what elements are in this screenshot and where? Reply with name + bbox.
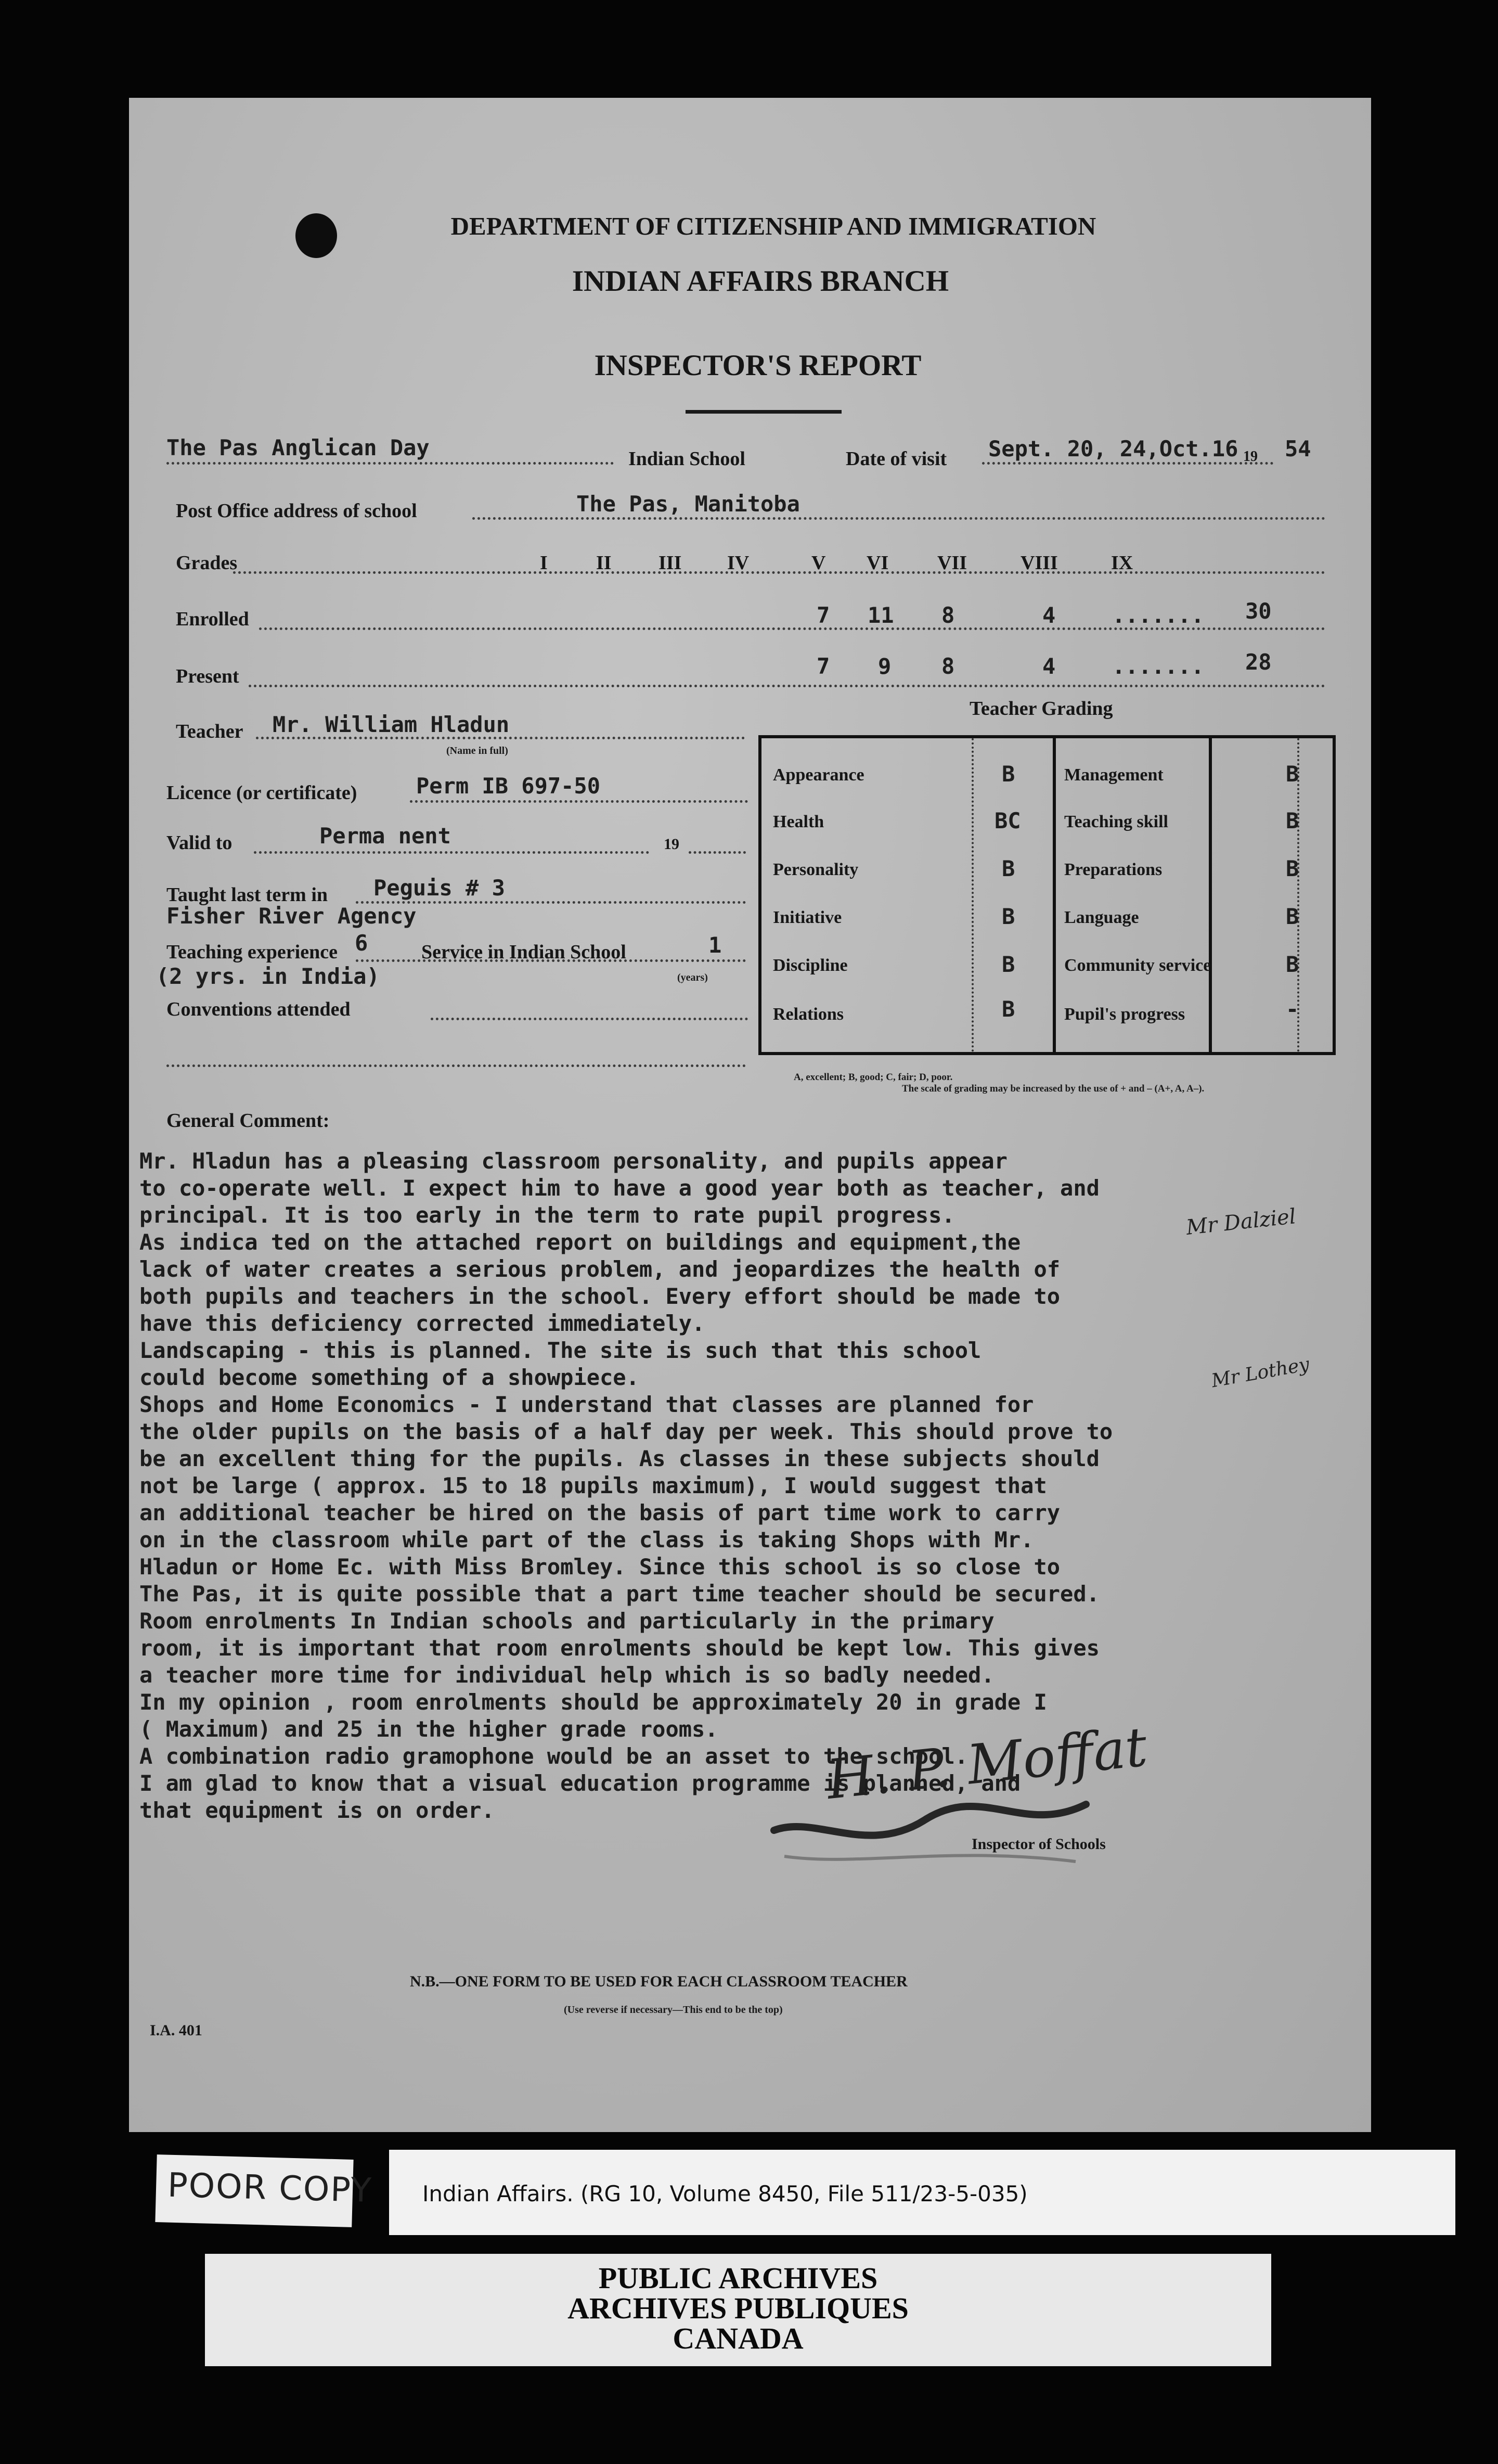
grading-label: Discipline bbox=[773, 956, 848, 975]
poor-copy-text: POOR COPY bbox=[167, 2166, 373, 2210]
year-prefix: 19 bbox=[1243, 448, 1258, 465]
inspector-signature: H. P. Moffat bbox=[823, 1715, 1151, 1812]
comment-line: the older pupils on the basis of a half day per week. This should prove to bbox=[139, 1419, 1113, 1444]
grading-label: Preparations bbox=[1064, 860, 1163, 879]
enrolled-label: Enrolled bbox=[176, 608, 249, 630]
enrolled-count: 7 bbox=[817, 602, 830, 628]
grading-value: B bbox=[1002, 904, 1015, 929]
taught-agency: Fisher River Agency bbox=[166, 903, 417, 929]
public-archives-stamp bbox=[205, 2254, 1271, 2366]
enrolled-leader: ....... bbox=[1112, 602, 1205, 628]
conventions-line bbox=[431, 1018, 748, 1020]
nb-note: N.B.—ONE FORM TO BE USED FOR EACH CLASSROOM TEACHER bbox=[410, 1973, 908, 1990]
grade-header: V bbox=[811, 552, 826, 574]
grade-header: III bbox=[658, 552, 682, 574]
comment-line: In my opinion , room enrolments should be approximately 20 in grade I bbox=[139, 1689, 1047, 1715]
comment-line: As indica ted on the attached report on buildings and equipment,the bbox=[139, 1229, 1021, 1255]
comment-line: Shops and Home Economics - I understand that classes are planned for bbox=[139, 1392, 1034, 1417]
general-comment-label: General Comment: bbox=[166, 1110, 330, 1132]
general-comment-body bbox=[139, 1148, 1367, 1840]
present-leader: ....... bbox=[1112, 653, 1205, 679]
teacher-grading-title: Teacher Grading bbox=[970, 698, 1113, 720]
grading-label: Community service bbox=[1064, 956, 1211, 975]
form-number: I.A. 401 bbox=[150, 2022, 202, 2039]
valid-to-label: Valid to bbox=[166, 832, 233, 854]
comment-line: to co-operate well. I expect him to have a good year both as teacher, and bbox=[139, 1175, 1100, 1201]
comment-line: not be large ( approx. 15 to 18 pupils maximum), I would suggest that bbox=[139, 1473, 1047, 1498]
grading-value: BC bbox=[995, 808, 1021, 833]
comment-line: an additional teacher be hired on the basis of part time work to carry bbox=[139, 1500, 1061, 1525]
grading-value: B bbox=[1286, 761, 1299, 787]
grades-line bbox=[233, 571, 1325, 574]
conventions-line-2 bbox=[166, 1064, 746, 1067]
margin-note: Mr Dalziel bbox=[1185, 1204, 1297, 1240]
comment-line: both pupils and teachers in the school. Every effort should be made to bbox=[139, 1284, 1061, 1309]
grading-value: B bbox=[1286, 856, 1299, 881]
service-value: 1 bbox=[708, 932, 722, 958]
teaching-experience-label: Teaching experience bbox=[166, 941, 338, 963]
comment-line: ( Maximum) and 25 in the higher grade rooms. bbox=[139, 1716, 718, 1742]
post-office-label: Post Office address of school bbox=[176, 500, 417, 522]
teacher-label: Teacher bbox=[176, 721, 243, 742]
grading-scale-note: The scale of grading may be increased by the use of + and – (A+, A, A–). bbox=[902, 1083, 1205, 1094]
grading-label: Appearance bbox=[773, 765, 864, 785]
comment-line: room, it is important that room enrolments should be kept low. This gives bbox=[139, 1635, 1100, 1661]
grades-label: Grades bbox=[176, 552, 238, 574]
enrolled-total: 30 bbox=[1245, 598, 1272, 624]
date-line bbox=[982, 462, 1273, 465]
present-line bbox=[249, 685, 1325, 687]
india-note: (2 yrs. in India) bbox=[156, 964, 380, 989]
comment-line: that equipment is on order. bbox=[139, 1798, 495, 1823]
present-count: 4 bbox=[1042, 653, 1056, 679]
comment-line: I am glad to know that a visual education programme is planned, and bbox=[139, 1770, 1021, 1796]
date-of-visit-label: Date of visit bbox=[846, 448, 947, 470]
reference-label bbox=[389, 2150, 1455, 2235]
grade-header: VII bbox=[937, 552, 967, 574]
present-count: 7 bbox=[817, 653, 830, 679]
report-form bbox=[129, 98, 1371, 2132]
archives-line-1: PUBLIC ARCHIVES bbox=[598, 2261, 878, 2295]
comment-line: be an excellent thing for the pupils. As classes in these subjects should bbox=[139, 1446, 1100, 1471]
enrolled-count: 11 bbox=[868, 602, 894, 628]
valid-to-line bbox=[254, 851, 649, 854]
grading-value: B bbox=[1286, 808, 1299, 833]
grade-header: IX bbox=[1111, 552, 1133, 574]
years-hint: (years) bbox=[677, 972, 708, 983]
grade-header: II bbox=[596, 552, 612, 574]
grading-label: Initiative bbox=[773, 908, 842, 927]
grading-value: B bbox=[1286, 952, 1299, 977]
comment-line: Hladun or Home Ec. with Miss Bromley. Since this school is so close to bbox=[139, 1554, 1061, 1580]
grading-label: Health bbox=[773, 812, 824, 831]
teacher-grading-table bbox=[758, 735, 1336, 1055]
taught-last-term-value: Peguis # 3 bbox=[373, 875, 505, 901]
inspector-title: Inspector of Schools bbox=[972, 1836, 1106, 1853]
archives-line-2: ARCHIVES PUBLIQUES bbox=[567, 2291, 909, 2325]
school-name-line bbox=[166, 462, 614, 465]
comment-line: a teacher more time for individual help which is so badly needed. bbox=[139, 1662, 995, 1688]
grading-label: Teaching skill bbox=[1064, 812, 1168, 831]
comment-line: Room enrolments In Indian schools and particularly in the primary bbox=[139, 1608, 995, 1634]
experience-line bbox=[356, 959, 746, 962]
grade-header: VIII bbox=[1021, 552, 1058, 574]
grading-value: B bbox=[1002, 952, 1015, 977]
enrolled-count: 8 bbox=[941, 602, 955, 628]
archive-reference: Indian Affairs. (RG 10, Volume 8450, File 511/23-5-035) bbox=[422, 2181, 1028, 2206]
margin-note: Mr Lothey bbox=[1209, 1353, 1311, 1392]
grade-header: VI bbox=[867, 552, 889, 574]
taught-last-term-label: Taught last term in bbox=[166, 884, 328, 906]
grade-header: IV bbox=[727, 552, 750, 574]
present-count: 8 bbox=[941, 653, 955, 679]
department-heading: DEPARTMENT OF CITIZENSHIP AND IMMIGRATION bbox=[450, 212, 1096, 240]
year-value: 54 bbox=[1285, 436, 1311, 461]
present-label: Present bbox=[176, 665, 239, 687]
grading-label: Personality bbox=[773, 860, 859, 879]
grading-legend: A, excellent; B, good; C, fair; D, poor. bbox=[794, 1072, 953, 1083]
archives-line-3: CANADA bbox=[673, 2321, 804, 2355]
comment-line: lack of water creates a serious problem, and jeopardizes the health of bbox=[139, 1256, 1061, 1282]
report-title: INSPECTOR'S REPORT bbox=[594, 349, 922, 382]
branch-heading: INDIAN AFFAIRS BRANCH bbox=[572, 265, 949, 298]
grading-value: B bbox=[1002, 856, 1015, 881]
grading-label: Management bbox=[1064, 765, 1164, 785]
use-reverse-note: (Use reverse if necessary—This end to be the top) bbox=[564, 2004, 783, 2016]
poor-copy-label bbox=[155, 2154, 373, 2227]
grading-value: - bbox=[1286, 996, 1299, 1022]
valid-year-line bbox=[689, 851, 746, 854]
post-office-value: The Pas, Manitoba bbox=[576, 491, 800, 517]
valid-year: 19 bbox=[664, 836, 679, 853]
valid-to-value: Perma nent bbox=[319, 823, 451, 849]
enrolled-count: 4 bbox=[1042, 602, 1056, 628]
comment-line: could become something of a showpiece. bbox=[139, 1365, 639, 1390]
post-office-line bbox=[472, 517, 1325, 520]
grading-label: Language bbox=[1064, 908, 1139, 927]
licence-label: Licence (or certificate) bbox=[166, 782, 357, 804]
comment-line: principal. It is too early in the term to rate pupil progress. bbox=[139, 1202, 955, 1228]
present-total: 28 bbox=[1245, 649, 1272, 675]
teaching-experience-value: 6 bbox=[355, 930, 368, 956]
taught-line bbox=[356, 901, 746, 904]
date-of-visit-value: Sept. 20, 24,Oct.16 bbox=[988, 436, 1238, 461]
comment-line: on in the classroom while part of the class is taking Shops with Mr. bbox=[139, 1527, 1034, 1552]
licence-value: Perm IB 697-50 bbox=[416, 773, 601, 799]
teacher-line bbox=[256, 737, 745, 739]
indian-school-label: Indian School bbox=[628, 448, 745, 470]
grading-label: Pupil's progress bbox=[1064, 1005, 1185, 1024]
grade-header: I bbox=[540, 552, 548, 574]
licence-line bbox=[410, 800, 748, 803]
comment-line: Mr. Hladun has a pleasing classroom personality, and pupils appear bbox=[139, 1148, 1008, 1174]
grading-value: B bbox=[1286, 904, 1299, 929]
comment-line: A combination radio gramophone would be an asset to the school. bbox=[139, 1743, 968, 1769]
title-underline bbox=[686, 410, 842, 414]
comment-line: Landscaping - this is planned. The site is such that this school bbox=[139, 1338, 982, 1363]
school-name: The Pas Anglican Day bbox=[166, 435, 430, 460]
teacher-name: Mr. William Hladun bbox=[273, 712, 510, 737]
grading-value: B bbox=[1002, 996, 1015, 1022]
comment-line: The Pas, it is quite possible that a part time teacher should be secured. bbox=[139, 1581, 1100, 1607]
comment-line: have this deficiency corrected immediately. bbox=[139, 1311, 705, 1336]
grading-value: B bbox=[1002, 761, 1015, 787]
present-count: 9 bbox=[878, 653, 892, 679]
conventions-label: Conventions attended bbox=[166, 998, 351, 1020]
grading-label: Relations bbox=[773, 1005, 844, 1024]
service-label: Service in Indian School bbox=[421, 941, 626, 963]
name-in-full-hint: (Name in full) bbox=[446, 745, 508, 756]
